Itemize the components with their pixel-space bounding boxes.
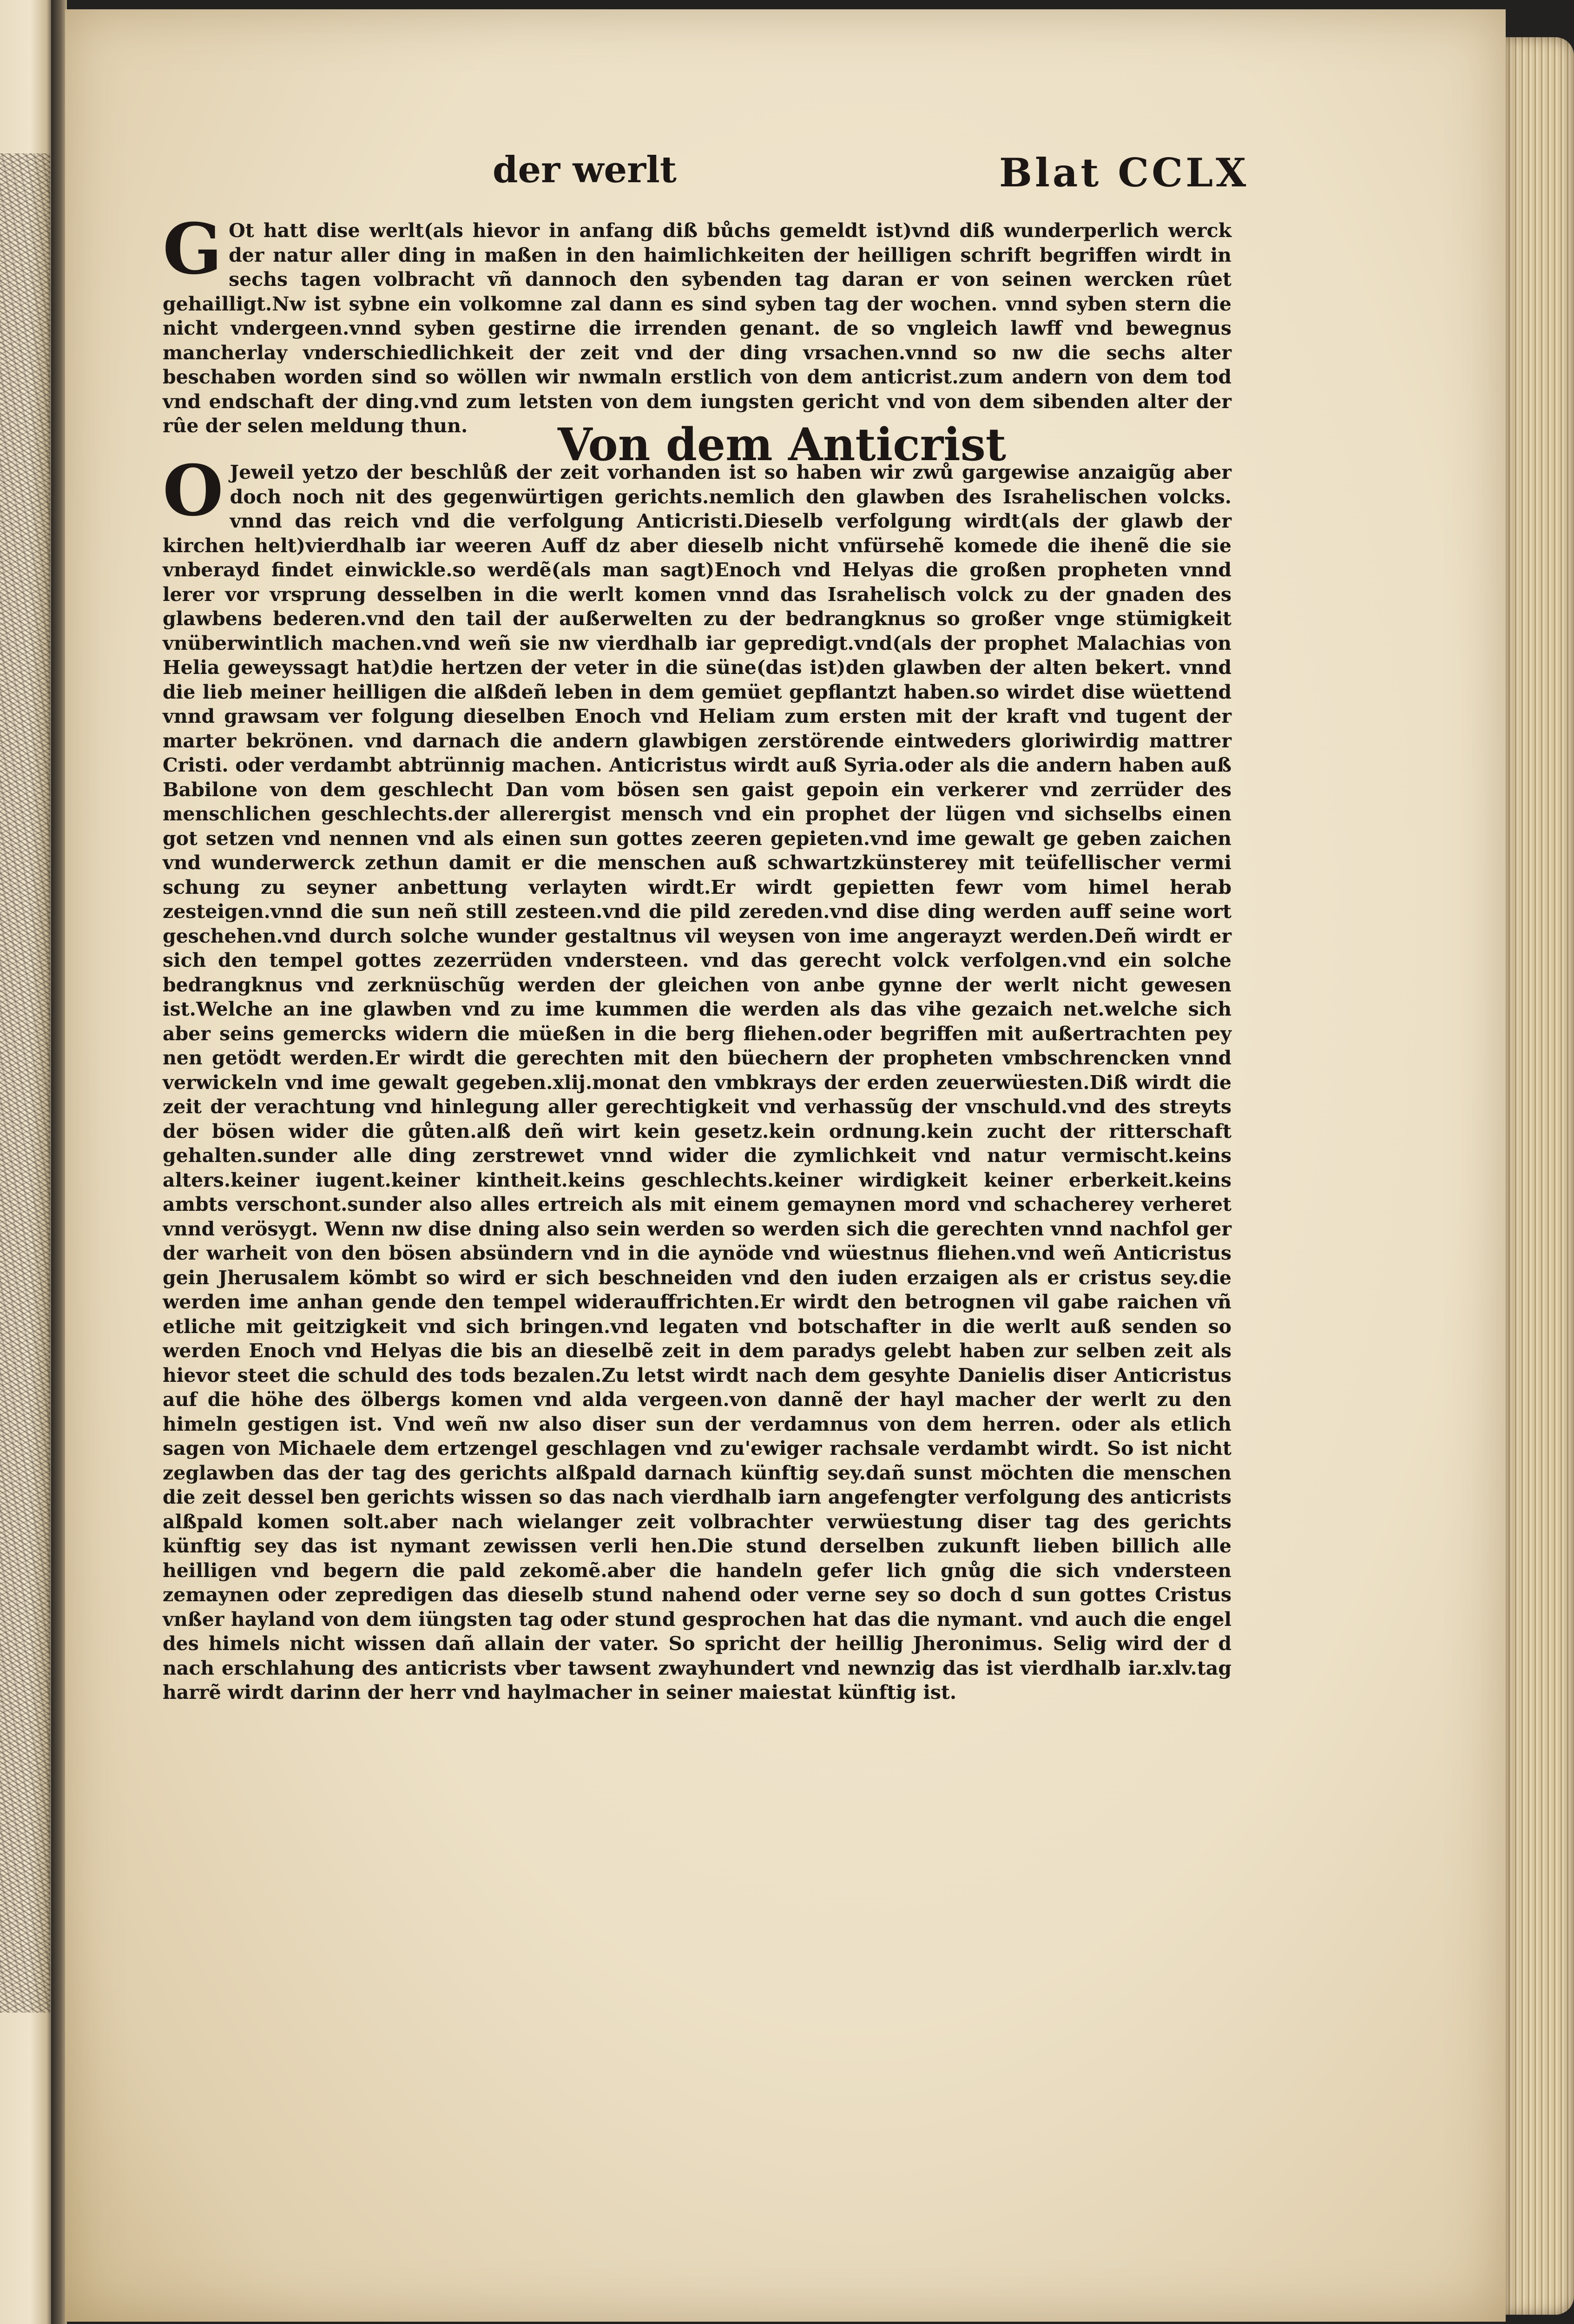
- section-heading: Von dem Anticrist: [558, 418, 1007, 471]
- folio-number: Blat CCLX: [999, 150, 1249, 196]
- left-page-edge: [0, 0, 55, 2324]
- intro-paragraph: [163, 208, 1232, 438]
- intro-initial: G: [163, 208, 223, 290]
- page-edges: [1506, 37, 1574, 2315]
- book-gutter: [51, 0, 67, 2324]
- section-initial: O: [163, 450, 224, 532]
- intro-text: Ot hatt dise werlt(als hievor in anfang diß bůchs gemeldt ist)vnd diß wunderperlich werck der natur aller ding in maßen in den haimlichkeiten der heilligen schrift begriffen wirdt in sechs tagen volbracht vñ dannoch den sybenden tag daran er von seinen wercken rûet gehailligt.Nw ist sybne ein volkomne zal dann es sind syben tag der wochen. vnnd syben stern die nicht vndergeen.vnnd syben gestirne die irrenden genant. de so vngleich lawff vnd bewegnus mancherlay vnderschiedlichkeit der zeit vnd der ding vrsachen.vnnd so nw die sechs alter beschaben worden sind so wöllen wir nwmaln erstlich von dem anticrist.zum andern von dem tod vnd endschaft der ding.vnd zum letsten von dem iungsten gericht vnd von dem sibenden alter der rûe der selen meldung thun.: [163, 219, 1232, 437]
- woodcut-illustration-fragment: [0, 153, 50, 2013]
- section-body: [163, 450, 1232, 1705]
- running-title: der werlt: [493, 149, 677, 191]
- section-text: Jeweil yetzo der beschlůß der zeit vorhanden ist so haben wir zwů gargewise anzaigũg aber doch noch nit des gegenwürtigen gerichts.nemlich den glawben des Israhelischen volcks. vnnd das reich vnd die verfolgung Anticristi.Dieselb verfolgung wirdt(als der glawb der kirchen helt)vierdhalb iar weeren Auff dz aber dieselb nicht vnfürsehẽ komede die ihenẽ die sie vnberayd findet einwickle.so werdẽ(als man sagt)Enoch vnd Helyas die großen propheten vnnd lerer vor vrsprung desselben in die werlt komen vnnd das Israhelisch volck zu der gnaden des glawbens bederen.vnd den tail der außerwelten zu der bedrangknus so großer vnge stümigkeit vnüberwintlich machen.vnd weñ sie nw vierdhalb iar gepredigt.vnd(als der prophet Malachias von Helia geweyssagt hat)die hertzen der veter in die süne(das ist)den glawben der alten bekert. vnnd die lieb meiner heilligen die alßdeñ leben in dem gemüet gepflantzt haben.so wirdet dise wüettend vnnd grawsam ver folgung dieselben Enoch vnd Heliam zum ersten mit der kraft vnd tugent der marter bekrönen. vnd darnach die andern glawbigen zerstörende eintweders gloriwirdig mattrer Cristi. oder verdambt abtrünnig machen. Anticristus wirdt auß Syria.oder als die andern haben auß Babilone von dem geschlecht Dan vom bösen sen gaist gepoin ein verkerer vnd zerrüder des menschlichen geschlechts.der allerergist mensch vnd ein prophet der lügen vnd sichselbs einen got setzen vnd nennen vnd als einen sun gottes zeeren gepieten.vnd ime gewalt ge geben zaichen vnd wunderwerck zethun damit er die menschen auß schwartzkünsterey mit teüfellischer vermi schung zu seyner anbettung verlayten wirdt.Er wirdt gepietten fewr vom himel herab zesteigen.vnnd die sun neñ still zesteen.vnd die pild zereden.vnd dise ding werden auff seine wort geschehen.vnd durch solche wunder gestaltnus vil weysen von ime angerayzt werden.Deñ wirdt er sich den tempel gottes zezerrüden vndersteen. vnd das gerecht volck verfolgen.vnd ein solche bedrangknus vnd zerknüschũg werden der gleichen von anbe gynne der werlt nicht gewesen ist.Welche an ine glawben vnd zu ime kummen die werden als das vihe gezaich net.welche sich aber seins gemercks widern die müeßen in die berg fliehen.oder begriffen mit außertrachten pey nen getödt werden.Er wirdt die gerechten mit den büechern der propheten vmbschrencken vnnd verwickeln vnd ime gewalt gegeben.xlij.monat den vmbkrays der erden zeuerwüesten.Diß wirdt die zeit der verachtung vnd hinlegung aller gerechtigkeit vnd verhassũg der vnschuld.vnd des streyts der bösen wider die gůten.alß deñ wirt kein gesetz.kein ordnung.kein zucht der ritterschaft gehalten.sunder alle ding zerstrewet vnnd wider die zymlichkeit vnd natur vermischt.keins alters.keiner iugent.keiner kintheit.keins geschlechts.keiner wirdigkeit keiner erberkeit.keins ambts verschont.sunder also alles ertreich als mit einem gemaynen mord vnd schacherey verheret vnnd verösygt. Wenn nw dise dning also sein werden so werden sich die gerechten vnnd nachfol ger der warheit von den bösen absündern vnd in die aynöde vnd wüestnus fliehen.vnd weñ Anticristus gein Jherusalem kömbt so wird er sich beschneiden vnd den iuden erzaigen als er cristus sey.die werden ime anhan gende den tempel widerauffrichten.Er wirdt den betrognen vil gabe raichen vñ etliche mit geitzigkeit vnd sich bringen.vnd legaten vnd botschafter in die werlt auß senden so werden Enoch vnd Helyas die bis an dieselbẽ zeit in dem paradys gelebt haben zur selben zeit als hievor steet die schuld des tods bezalen.Zu letst wirdt nach dem gesyhte Danielis diser Anticristus auf die höhe des ölbergs komen vnd alda vergeen.von dannẽ der hayl macher der werlt zu den himeln gestigen ist. Vnd weñ nw also diser sun der verdamnus von dem herren. oder als etlich sagen von Michaele dem ertzengel geschlagen vnd zu'ewiger rachsale verdambt wirdt. So ist nicht zeglawben das der tag des gerichts alßpald darnach künftig sey.dañ sunst möchten die menschen die zeit dessel ben gerichts wissen so das nach vierdhalb iarn angefengter verfolgung des anticrists alßpald komen solt.aber nach wielanger zeit volbrachter verwüestung diser tag des gerichts künftig sey das ist nymant zewissen verli hen.Die stund derselben zukunft lieben billich alle heilligen vnd begern die pald zekomẽ.aber die handeln gefer lich gnůg die sich vndersteen zemaynen oder zepredigen das dieselb stund nahend oder verne sey so doch d sun gottes Cristus vnßer hayland von dem iüngsten tag oder stund gesprochen hat das die nymant. vnd auch die engel des himels nicht wissen dañ allain der vater. So spricht der heillig Jheronimus. Selig wird der d nach erschlahung des anticrists vber tawsent zwayhundert vnd newnzig das ist vierdhalb iar.xlv.tag harrẽ wirdt darinn der herr vnd haylmacher in seiner maiestat künftig ist.: [163, 461, 1232, 1703]
